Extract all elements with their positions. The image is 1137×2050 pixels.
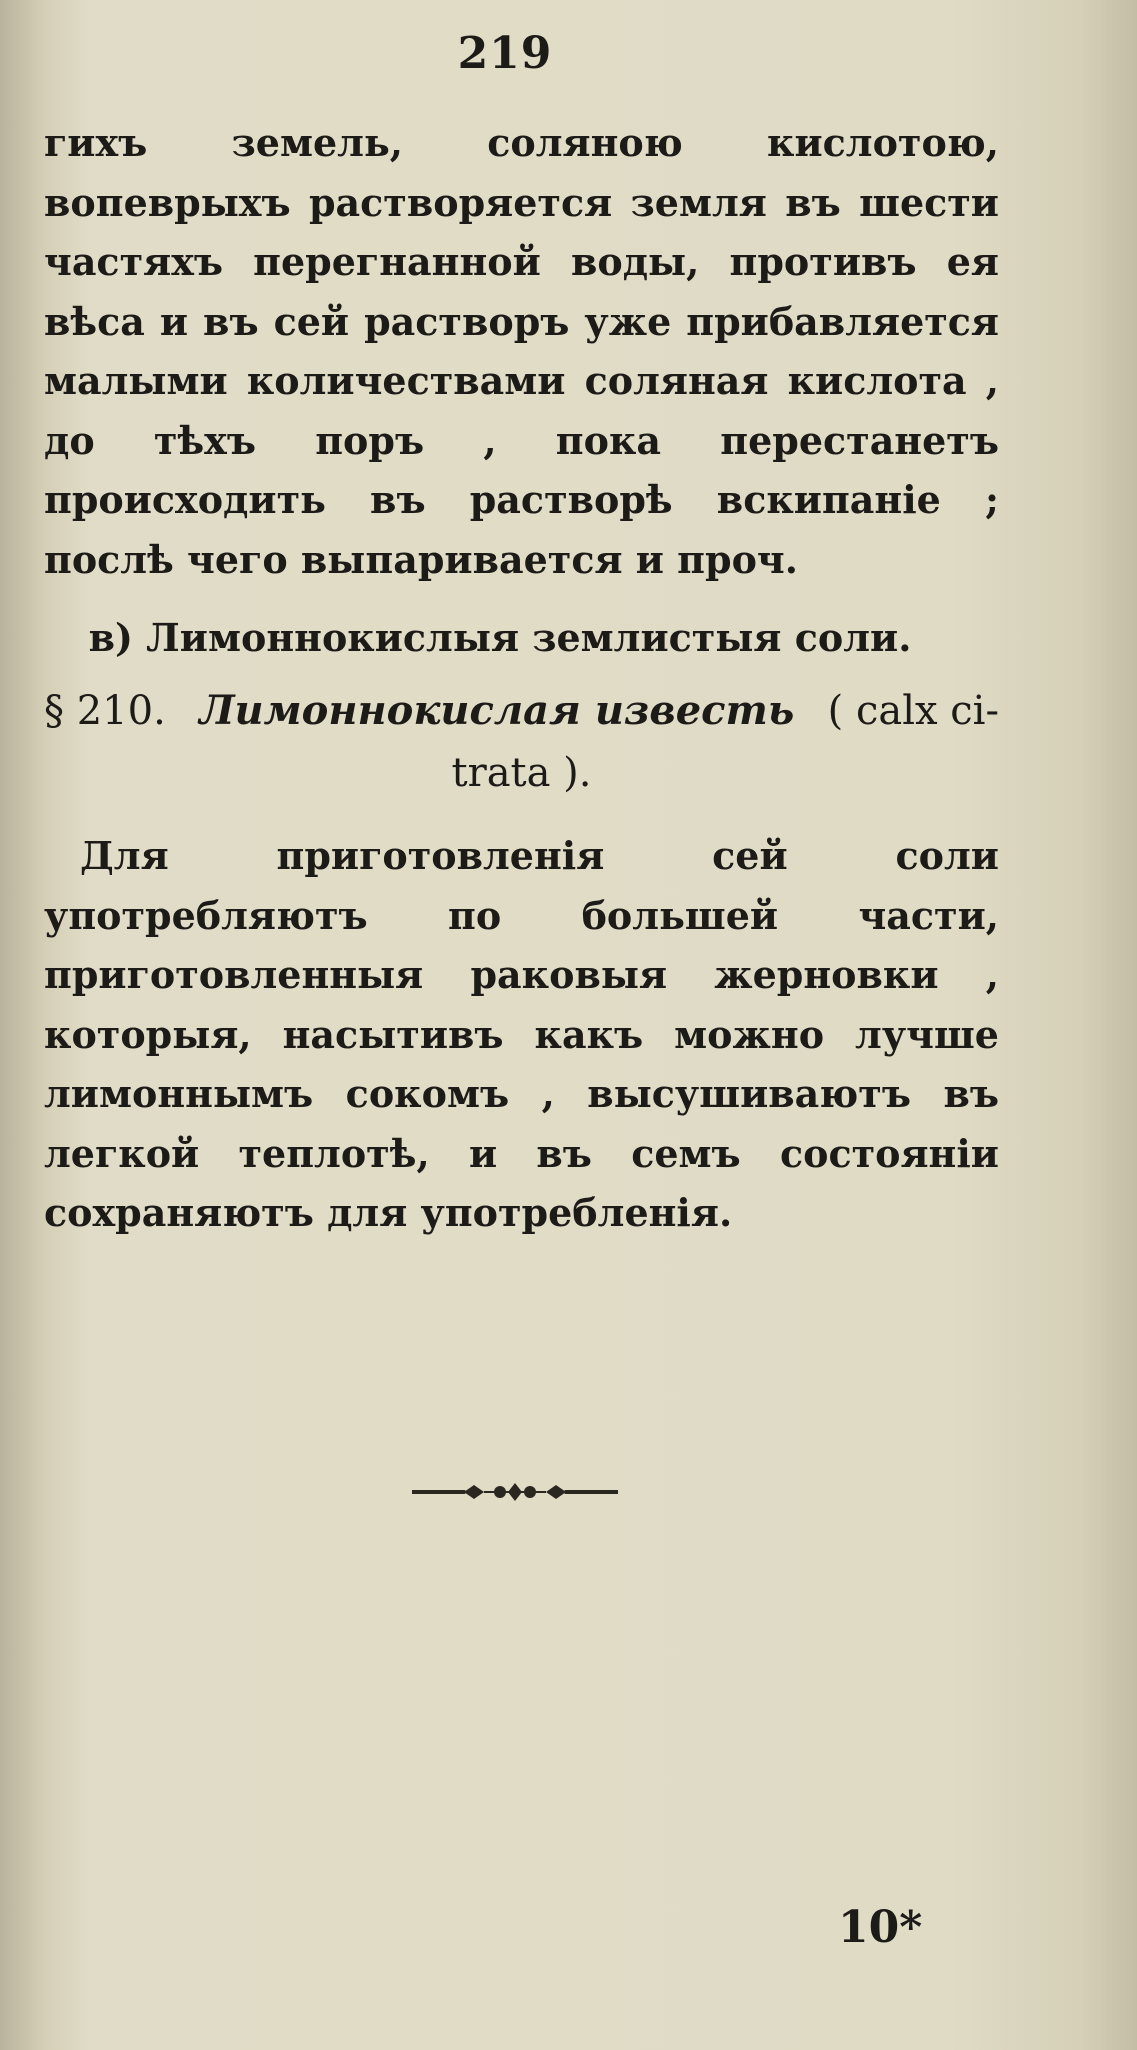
ornament-divider-icon [412,1477,618,1507]
section-title: Лимоннокислая известь [199,687,795,734]
paragraph-section-210: Для приготовленiя сей соли употребляютъ по большей части, приготовленныя раковыя жерновки , которыя, насытивъ какъ можно лучше лимоннымъ сокомъ , высушиваютъ въ легкой теплотѣ, и въ семъ состоянiи сохраняютъ для употребленiя. [44,833,999,1235]
section-latin-name-part2: trata ). [451,750,592,796]
subsection-heading: в) Лимоннокислыя землистыя соли. [88,615,912,660]
section-latin-name-part1: ( calx ci- [827,688,999,734]
section-heading [44,680,999,804]
signature-mark: 10* [838,1902,923,1953]
page-number: 219 [457,28,553,79]
section-number: § 210. [44,688,166,734]
section-heading-line-1 [44,680,999,742]
paragraph-continued: гихъ земель, соляною кислотою, вопеврыхъ растворяется земля въ шести частяхъ перегнанной воды, противъ ея вѣса и въ сей растворъ уже прибавляется малыми количествами соляная кислота , до тѣхъ поръ , пока перестанетъ происходить въ растворѣ вскипанiе ; послѣ чего выпаривается и проч. [44,120,999,582]
